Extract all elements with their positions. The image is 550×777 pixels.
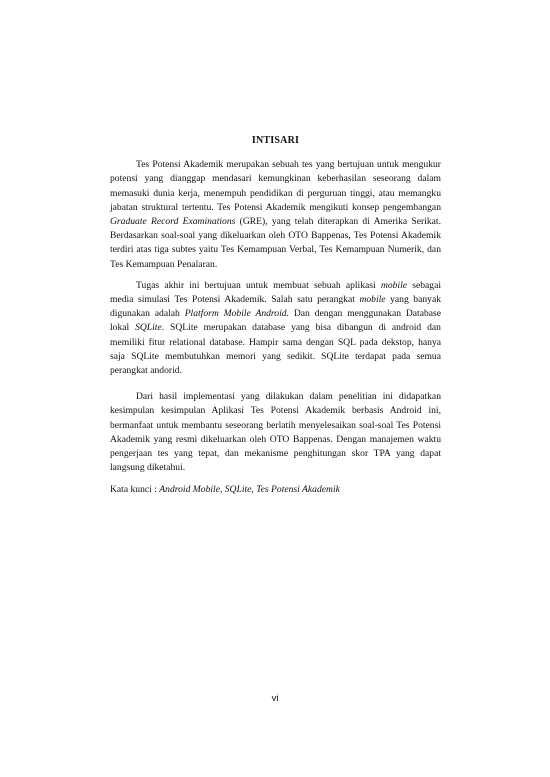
paragraph-2 <box>110 279 441 378</box>
paragraph-1-italic-gre: Graduate Record Examinations <box>110 216 236 228</box>
paragraph-1 <box>110 158 441 272</box>
paragraph-3: Dari hasil implementasi yang dilakukan dalam penelitian ini didapatkan kesimpulan kesimpulan Aplikasi Tes Potensi Akademik berbasis Android ini, bermanfaat untuk membantu seseorang berlatih menyelesaikan soal-soal Tes Potensi Akademik yang resmi dikeluarkan oleh OTO Bappenas. Dengan manajemen waktu pengerjaan tes yang tepat, dan mekanisme penghitungan skor TPA yang dapat langsung diketahui. <box>110 391 441 474</box>
abstract-body <box>110 134 441 498</box>
paragraph-2-italic-mobile-2: mobile <box>359 294 386 306</box>
paragraph-2-italic-platform: Platform Mobile Android. <box>184 308 289 320</box>
paragraph-2-italic-mobile-1: mobile <box>380 279 408 291</box>
paragraph-2-italic-sqlite: SQLite <box>135 322 162 334</box>
paragraph-2-text-i: . SQLite merupakan database yang bisa dibangun di android dan memiliki fitur relational database. Hampir sama dengan SQL pada dekstop, hanya saja SQLite membutuhkan memori yang sedikit. SQLite terdapat pada semua perangkat andorid. <box>110 322 441 377</box>
paragraph-2-text-a: Tugas akhir ini bertujuan untuk membuat sebuah aplikasi <box>136 279 381 291</box>
keywords-line <box>110 483 441 497</box>
keywords-value: Android Mobile, SQLite, Tes Potensi Akademik <box>159 484 340 496</box>
paragraph-2-text-e: yang banyak digunakan adalah <box>110 294 441 320</box>
paragraph-2-text-g: Dan dengan menggunakan Database lokal <box>110 308 442 334</box>
keywords-label: Kata kunci : <box>110 484 160 496</box>
paragraph-1-text-c: (GRE), yang telah diterapkan di Amerika Serikat. Berdasarkan soal-soal yang dikeluarkan oleh OTO Bappenas, Tes Potensi Akademik terdiri atas tiga subtes yaitu Tes Kemampuan Verbal, Tes Kemampuan Numerik, dan Tes Kemampuan Penalaran. <box>110 216 441 270</box>
paragraph-1-text-a: Tes Potensi Akademik merupakan sebuah tes yang bertujuan untuk mengukur potensi yang dianggap mendasari kemungkinan keberhasilan seseorang dalam memasuki dunia kerja, menempuh pendidikan di perguruan tinggi, atau memangku jabatan struktural tertentu. Tes Potensi Akademik mengikuti konsep pengembangan <box>110 159 441 213</box>
page-number: vi <box>271 693 279 704</box>
page-title: INTISARI <box>251 135 300 146</box>
paragraph-2-text-c: sebagai media simulasi Tes Potensi Akademik. Salah satu perangkat <box>110 279 441 306</box>
